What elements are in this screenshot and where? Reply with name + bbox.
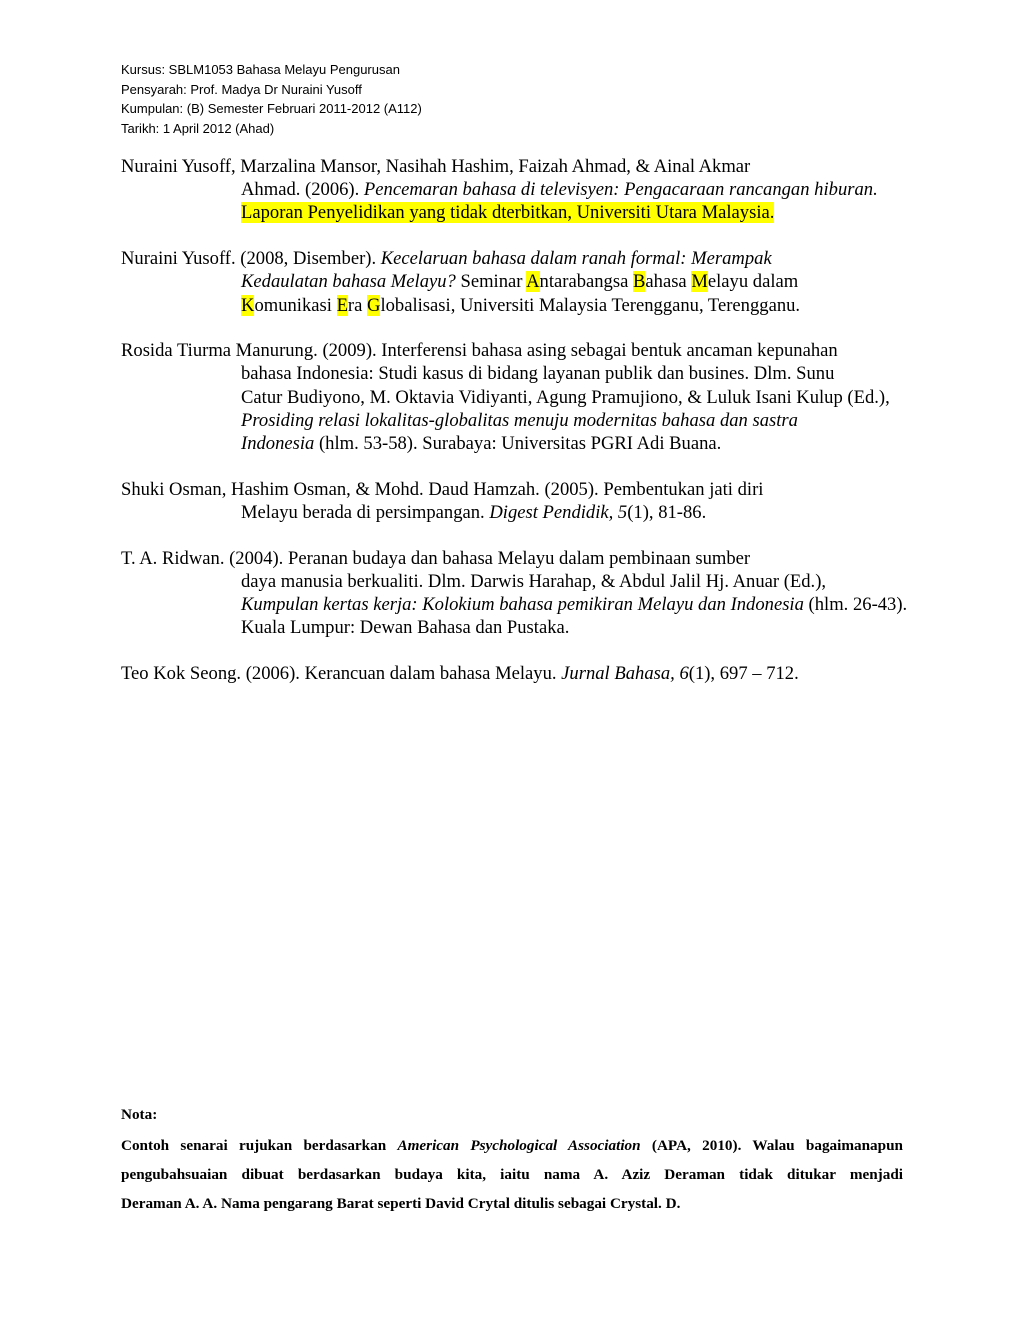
reference-title: Indonesia: [241, 433, 315, 455]
reference-text: lobalisasi, Universiti Malaysia Terengganu, Terengganu.: [380, 294, 801, 316]
reference-text: (1), 697 – 712.: [688, 662, 799, 684]
reference-text: Teo Kok Seong. (2006). Kerancuan dalam bahasa Melayu.: [121, 662, 562, 684]
reference-text: Ahmad. (2006).: [241, 179, 364, 201]
note-line: [121, 1131, 903, 1160]
reference-text: elayu dalam: [707, 271, 799, 293]
highlighted-letter: G: [367, 294, 381, 316]
reference-line: Rosida Tiurma Manurung. (2009). Interferensi bahasa asing sebagai bentuk ancaman kepunahan: [121, 340, 838, 362]
reference-line: Catur Budiyono, M. Oktavia Vidiyanti, Agung Pramujiono, & Luluk Isani Kulup (Ed.),: [241, 386, 890, 408]
note-line: pengubahsuaian dibuat berdasarkan budaya kita, iaitu nama A. Aziz Deraman tidak ditukar menjadi: [121, 1166, 903, 1183]
reference-text: Seminar: [455, 271, 527, 293]
highlighted-letter: E: [336, 294, 348, 316]
reference-text: omunikasi: [254, 294, 337, 316]
lecturer-line: Pensyarah: Prof. Madya Dr Nuraini Yusoff: [121, 81, 362, 97]
highlighted-letter: B: [632, 271, 646, 293]
highlighted-letter: A: [526, 271, 540, 293]
reference-line: [181, 432, 911, 455]
reference-list: [121, 155, 911, 708]
note-line: Deraman A. A. Nama pengarang Barat seperti David Crytal ditulis sebagai Crystal. D.: [121, 1195, 681, 1212]
date-line: Tarikh: 1 April 2012 (Ahad): [121, 120, 275, 136]
reference-title: Digest Pendidik, 5: [489, 501, 628, 523]
reference-line: bahasa Indonesia: Studi kasus di bidang layanan publik dan busines. Dlm. Sunu: [241, 363, 835, 385]
reference-entry: [121, 247, 911, 317]
highlighted-letter: K: [241, 294, 255, 316]
reference-line: [181, 501, 911, 524]
reference-line: [181, 178, 911, 201]
reference-title: Kecelaruan bahasa dalam ranah formal: Merampak: [380, 248, 772, 270]
reference-line: [181, 593, 911, 616]
reference-title: Kumpulan kertas kerja: Kolokium bahasa pemikiran Melayu dan Indonesia: [241, 594, 804, 616]
highlighted-text: Laporan Penyelidikan yang tidak dterbitkan, Universiti Utara Malaysia.: [241, 202, 775, 224]
reference-text: (hlm. 53-58). Surabaya: Universitas PGRI Adi Buana.: [314, 433, 722, 455]
reference-entry: [121, 339, 911, 455]
reference-text: ahasa: [645, 271, 692, 293]
reference-line: [181, 201, 911, 224]
group-line: Kumpulan: (B) Semester Februari 2011-2012 (A112): [121, 101, 422, 116]
highlighted-letter: M: [691, 271, 708, 293]
reference-title: Jurnal Bahasa, 6: [561, 662, 689, 684]
reference-line: Kuala Lumpur: Dewan Bahasa dan Pustaka.: [241, 617, 570, 639]
note-title: Nota:: [121, 1106, 158, 1123]
reference-line: Shuki Osman, Hashim Osman, & Mohd. Daud Hamzah. (2005). Pembentukan jati diri: [121, 478, 764, 500]
reference-entry: [121, 155, 911, 225]
reference-title: Prosiding relasi lokalitas-globalitas menuju modernitas bahasa dan sastra: [241, 409, 798, 431]
reference-text: ra: [347, 294, 368, 316]
note-text: Contoh senarai rujukan berdasarkan: [121, 1137, 398, 1154]
reference-line: [121, 662, 911, 685]
reference-line: Nuraini Yusoff, Marzalina Mansor, Nasihah Hashim, Faizah Ahmad, & Ainal Akmar: [121, 156, 751, 177]
reference-title: Kedaulatan bahasa Melayu?: [241, 271, 456, 293]
reference-title: Pencemaran bahasa di televisyen: Pengacaraan rancangan hiburan.: [363, 179, 878, 201]
reference-line: daya manusia berkualiti. Dlm. Darwis Harahap, & Abdul Jalil Hj. Anuar (Ed.),: [241, 570, 827, 592]
course-line: Kursus: SBLM1053 Bahasa Melayu Pengurusan: [121, 62, 400, 77]
reference-text: ntarabangsa: [539, 271, 633, 293]
reference-entry: [121, 547, 911, 640]
reference-text: Melayu berada di persimpangan.: [241, 501, 490, 523]
note-text: (APA, 2010). Walau bagaimanapun: [640, 1137, 903, 1154]
reference-entry: [121, 478, 911, 524]
note-emphasis: American Psychological Association: [397, 1137, 641, 1154]
reference-line: [121, 247, 911, 270]
reference-line: [181, 270, 911, 293]
note-section: [121, 1103, 903, 1218]
reference-line: [181, 409, 911, 432]
reference-line: T. A. Ridwan. (2004). Peranan budaya dan bahasa Melayu dalam pembinaan sumber: [121, 547, 751, 569]
reference-text: (hlm. 26-43).: [803, 594, 908, 616]
note-body: [121, 1131, 903, 1218]
reference-text: (1), 81-86.: [627, 501, 707, 523]
reference-entry: [121, 662, 911, 685]
document-header: [121, 60, 422, 138]
reference-text: Nuraini Yusoff. (2008, Disember).: [121, 248, 381, 270]
reference-line: [181, 294, 911, 317]
